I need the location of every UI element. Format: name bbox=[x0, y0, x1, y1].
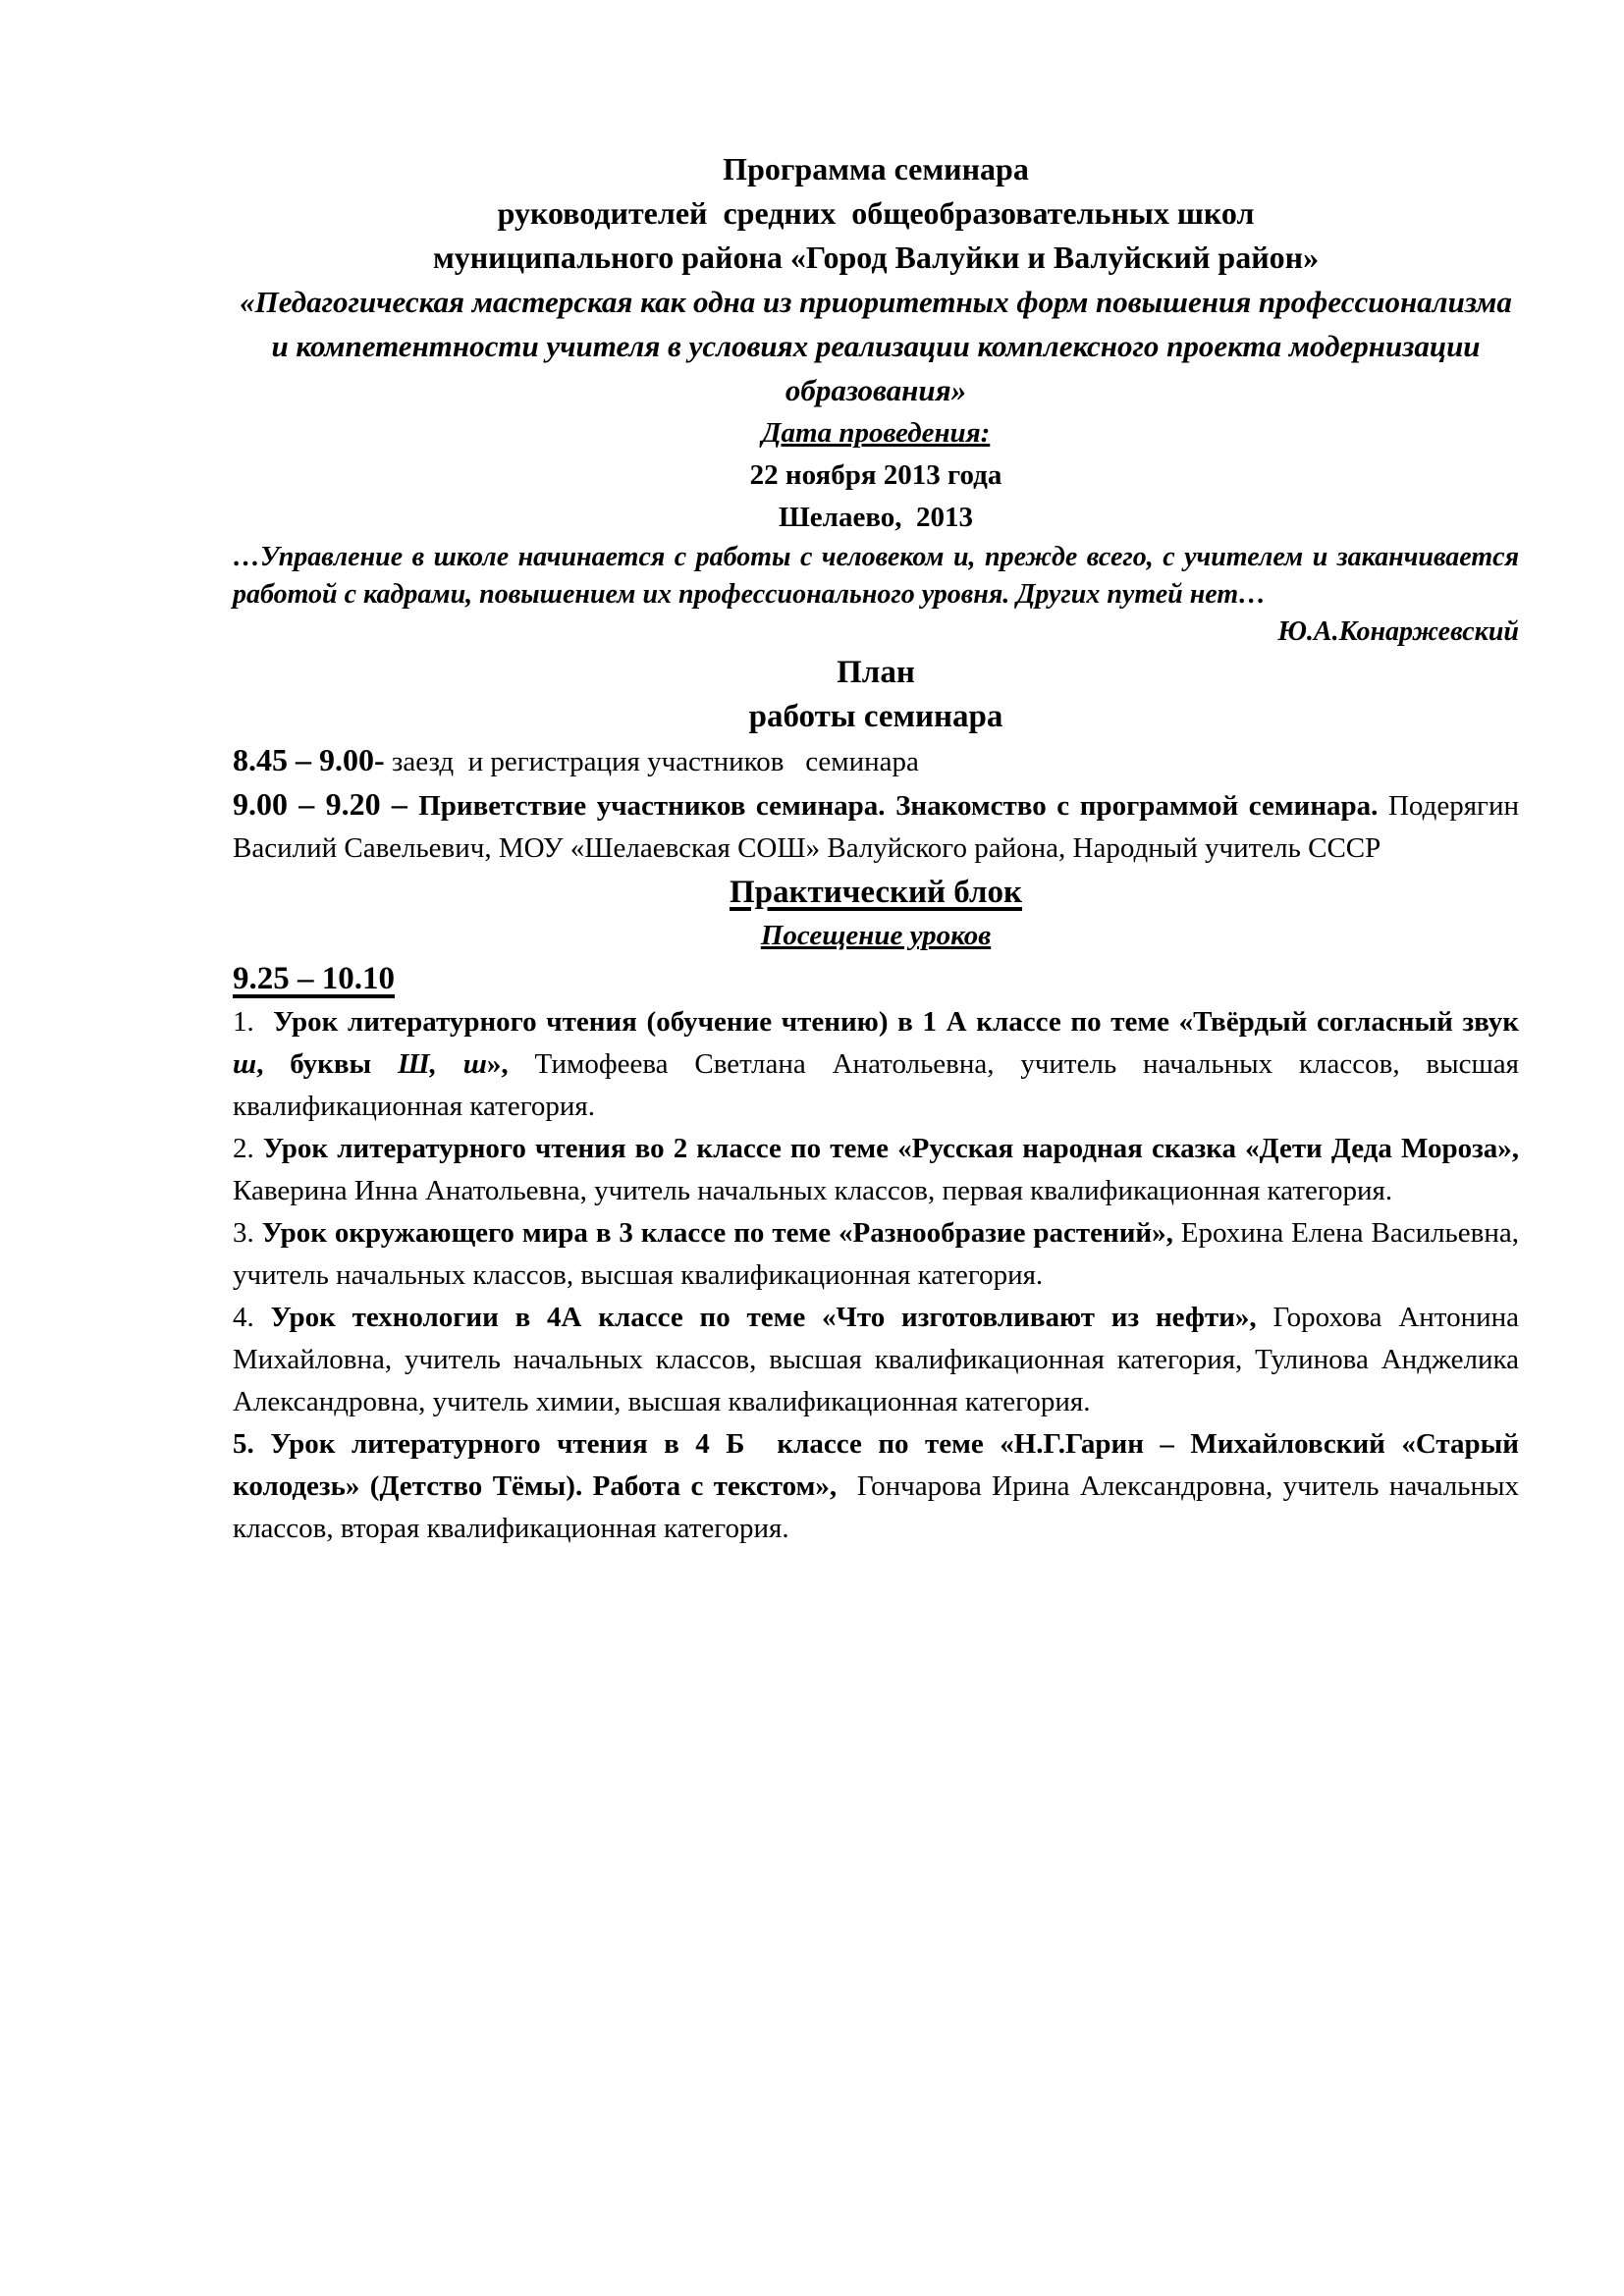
place-year: Шелаево, 2013 bbox=[778, 502, 974, 533]
lesson-text-run: 4. bbox=[233, 1302, 271, 1333]
lesson-text-run: Горохова Антонина Михайловна, учитель начальных классов, высшая квалификационная категория, Тулинова Анджелика Александровна, учитель химии, высшая квалификационная категория. bbox=[233, 1302, 1520, 1417]
title-line-2: руководителей средних общеобразовательных школ bbox=[497, 195, 1255, 231]
lesson-item bbox=[233, 1128, 1519, 1212]
seminar-theme: «Педагогическая мастерская как одна из приоритетных форм повышения профессионализма и компетентности учителя в условиях реализации комплексного проекта модернизации образования» bbox=[240, 285, 1512, 407]
title-line-3: муниципального района «Город Валуйки и Валуйский район» bbox=[432, 240, 1320, 275]
lesson-text-run: Ерохина Елена Васильевна, учитель начальных классов, высшая квалификационная категория. bbox=[233, 1217, 1519, 1291]
lesson-text-run: 3. bbox=[233, 1217, 262, 1249]
schedule-text: Подерягин Василий Савельевич, МОУ «Шелаевская СОШ» Валуйского района, Народный учитель СССР bbox=[233, 790, 1519, 864]
date-label-text: Дата проведения: bbox=[761, 417, 991, 449]
practical-block-time-text: 9.25 – 10.10 bbox=[233, 961, 395, 996]
epigraph-text: …Управление в школе начинается с работы с человеком и, прежде всего, с учителем и заканчивается работой с кадрами, повышением их профессионального уровня. Других путей нет… bbox=[233, 542, 1519, 610]
practical-block-subheading bbox=[233, 915, 1519, 957]
practical-block-heading-text: Практический блок bbox=[729, 875, 1023, 910]
lesson-text-run: Гончарова Ирина Александровна, учитель начальных классов, вторая квалификационная категория. bbox=[233, 1470, 1519, 1544]
lesson-text-run: Урок литературного чтения (обучение чтению) в 1 А классе по теме «Твёрдый согласный звук bbox=[273, 1006, 1519, 1038]
lesson-text-run: Каверина Инна Анатольевна, учитель начальных классов, первая квалификационная категория. bbox=[233, 1175, 1393, 1206]
plan-heading bbox=[233, 651, 1519, 739]
lesson-item bbox=[233, 1423, 1519, 1550]
schedule-bold-text: Приветствие участников семинара. Знакомство с программой семинара. bbox=[418, 790, 1388, 822]
lesson-text-run: Тимофеева Светлана Анатольевна, учитель начальных классов, высшая квалификационная категория. bbox=[233, 1048, 1519, 1122]
schedule-time: 9.00 – 9.20 – bbox=[233, 786, 419, 822]
lesson-text-run: Урок литературного чтения во 2 классе по теме «Русская народная сказка «Дети Деда Мороза», bbox=[262, 1133, 1519, 1164]
lessons-list bbox=[233, 1001, 1519, 1550]
schedule-time: 8.45 – 9.00- bbox=[233, 742, 385, 777]
lesson-item bbox=[233, 1001, 1519, 1128]
schedule-entry-greeting bbox=[233, 783, 1519, 870]
lesson-text-run: », bbox=[486, 1048, 535, 1080]
lesson-item bbox=[233, 1297, 1519, 1423]
lesson-text-run: Урок технологии в 4А классе по теме «Что изготовливают из нефти», bbox=[270, 1302, 1273, 1333]
date-value: 22 ноября 2013 года bbox=[749, 459, 1002, 491]
date-label bbox=[233, 412, 1519, 454]
plan-heading-line-1: План bbox=[837, 655, 915, 690]
lesson-text-run: Урок окружающего мира в 3 классе по теме «Разнообразие растений», bbox=[261, 1217, 1181, 1249]
document-title bbox=[233, 147, 1519, 280]
epigraph-author: Ю.А.Конаржевский bbox=[1277, 616, 1519, 647]
lesson-text-run: , буквы bbox=[256, 1048, 398, 1080]
schedule-text: заезд и регистрация участников семинара bbox=[384, 746, 919, 777]
lesson-text-run: Ш, ш bbox=[397, 1048, 487, 1080]
practical-block-heading bbox=[233, 870, 1519, 915]
lesson-text-run: ш bbox=[233, 1048, 257, 1080]
schedule-entry-registration bbox=[233, 739, 1519, 783]
lesson-text-run: 1. bbox=[233, 1006, 274, 1038]
lesson-item bbox=[233, 1212, 1519, 1297]
practical-block-subheading-text: Посещение уроков bbox=[760, 920, 992, 951]
lesson-text-run: 2. bbox=[233, 1133, 263, 1164]
title-line-1: Программа семинара bbox=[723, 151, 1029, 187]
plan-heading-line-2: работы семинара bbox=[748, 699, 1003, 734]
practical-block-time bbox=[233, 957, 1519, 1001]
lesson-text-run: 5. Урок литературного чтения в 4 Б классе по теме «Н.Г.Гарин – Михайловский «Старый колодезь» (Детство Тёмы). Работа с текстом», bbox=[233, 1428, 1519, 1502]
